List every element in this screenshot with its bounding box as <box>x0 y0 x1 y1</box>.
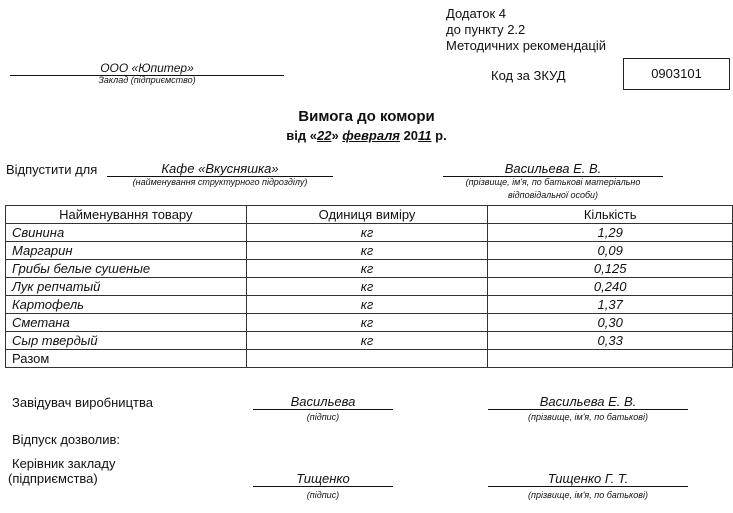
cell-unit: кг <box>246 332 488 350</box>
cell-name: Картофель <box>6 296 247 314</box>
total-label: Разом <box>6 350 247 368</box>
date-month: февраля <box>342 128 400 143</box>
allowed-label: Відпуск дозволив: <box>12 432 121 447</box>
head-signature: Тищенко <box>253 471 393 487</box>
release-person: Васильева Е. В. <box>443 161 663 177</box>
appendix-line-3: Методичних рекомендацій <box>446 38 606 53</box>
code-box <box>623 58 730 90</box>
cell-unit: кг <box>246 224 488 242</box>
cell-qty: 1,37 <box>488 296 733 314</box>
release-person-caption-2: відповідальної особи) <box>507 190 599 200</box>
goods-table <box>5 205 733 368</box>
table-total-row <box>6 350 733 368</box>
manager-signature: Васильева <box>253 394 393 410</box>
manager-sign-caption: (підпис) <box>306 412 340 422</box>
cell-qty: 0,30 <box>488 314 733 332</box>
cell-qty: 0,125 <box>488 260 733 278</box>
table-row <box>6 296 733 314</box>
cell-name: Сыр твердый <box>6 332 247 350</box>
cell-unit: кг <box>246 242 488 260</box>
cell-qty: 0,09 <box>488 242 733 260</box>
org-name: ООО «Юпитер» <box>10 61 284 76</box>
cell-name: Грибы белые сушеные <box>6 260 247 278</box>
head-name: Тищенко Г. Т. <box>488 471 688 487</box>
cell-name: Лук репчатый <box>6 278 247 296</box>
manager-name: Васильева Е. В. <box>488 394 688 410</box>
appendix-line-2: до пункту 2.2 <box>446 22 526 37</box>
date-year-prefix: 20 <box>399 128 419 143</box>
date-day: 22 <box>316 128 332 143</box>
code-value: 0903101 <box>651 66 702 81</box>
date-prefix: від « <box>286 128 317 143</box>
table-row <box>6 314 733 332</box>
manager-name-caption: (прізвище, ім'я, по батькові) <box>528 412 648 422</box>
cell-unit: кг <box>246 278 488 296</box>
total-qty-cell <box>488 350 733 368</box>
table-header-row <box>6 206 733 224</box>
cell-qty: 1,29 <box>488 224 733 242</box>
table-row <box>6 332 733 350</box>
document-date <box>0 128 733 143</box>
cell-name: Свинина <box>6 224 247 242</box>
cell-qty: 0,33 <box>488 332 733 350</box>
table-row <box>6 224 733 242</box>
total-unit-cell <box>246 350 488 368</box>
col-header-unit: Одиниця виміру <box>246 206 488 224</box>
cell-unit: кг <box>246 296 488 314</box>
release-unit: Кафе «Вкусняшка» <box>107 161 333 177</box>
date-year-end: р. <box>431 128 447 143</box>
cell-name: Сметана <box>6 314 247 332</box>
page-title: Вимога до комори <box>298 108 435 125</box>
manager-label: Завідувач виробництва <box>12 395 153 410</box>
release-label: Відпустити для <box>6 162 98 177</box>
cell-unit: кг <box>246 260 488 278</box>
col-header-name: Найменування товару <box>6 206 247 224</box>
table-row <box>6 260 733 278</box>
appendix-line-1: Додаток 4 <box>446 6 506 21</box>
code-label: Код за ЗКУД <box>491 68 566 83</box>
date-mid: » <box>331 128 343 143</box>
org-caption: Заклад (підприємство) <box>98 75 196 85</box>
release-unit-caption: (найменування структурного підрозділу) <box>132 177 308 187</box>
head-name-caption: (прізвище, ім'я, по батькові) <box>528 490 648 500</box>
release-person-caption-1: (прізвище, ім'я, по батькові матеріально <box>465 177 641 187</box>
head-sign-caption: (підпис) <box>306 490 340 500</box>
head-label-2: (підприємства) <box>8 471 98 486</box>
cell-name: Маргарин <box>6 242 247 260</box>
cell-qty: 0,240 <box>488 278 733 296</box>
table-row <box>6 278 733 296</box>
cell-unit: кг <box>246 314 488 332</box>
table-row <box>6 242 733 260</box>
date-year-suffix: 11 <box>418 128 432 143</box>
head-label-1: Керівник закладу <box>12 456 116 471</box>
col-header-qty: Кількість <box>488 206 733 224</box>
